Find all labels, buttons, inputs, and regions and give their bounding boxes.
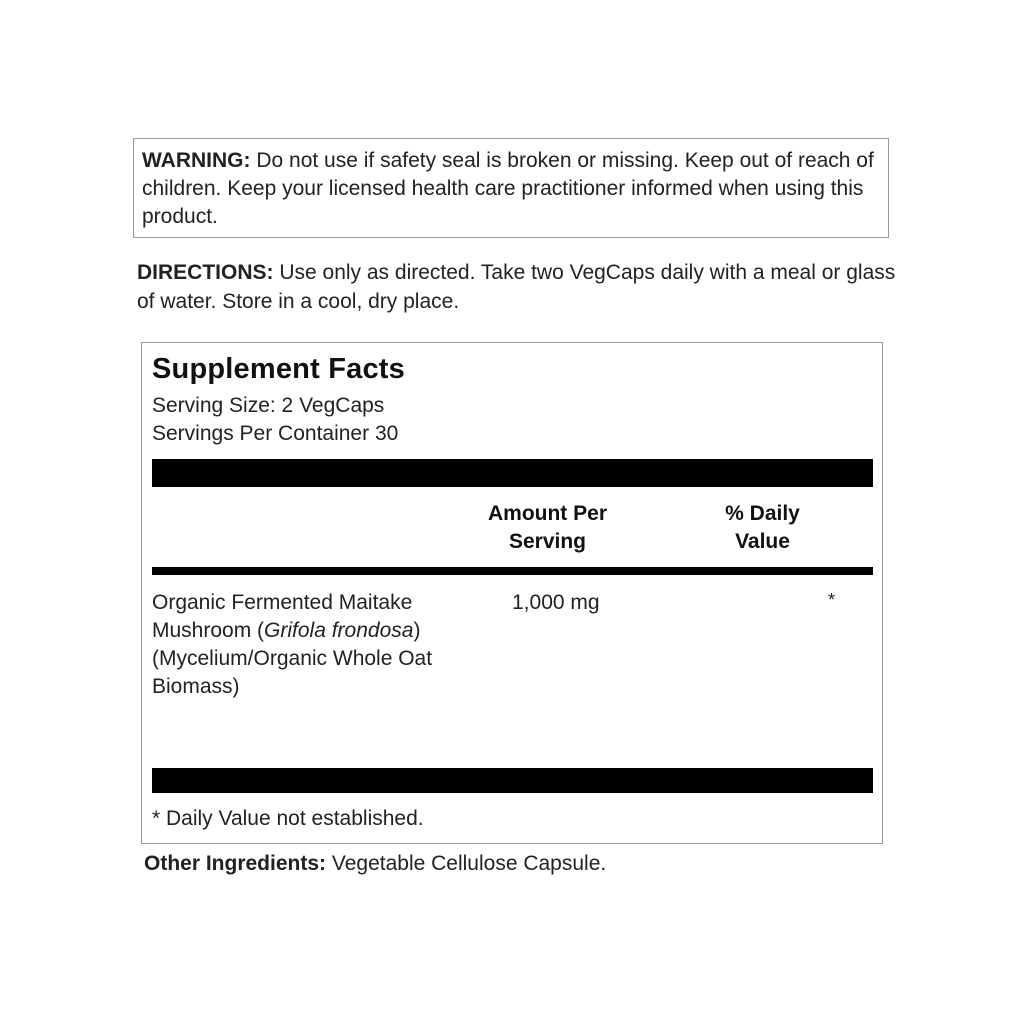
divider-bar-bottom [152, 768, 873, 793]
column-header-dv-line1: % Daily [725, 502, 800, 525]
ingredient-amount: 1,000 mg [512, 591, 600, 614]
warning-body: Do not use if safety seal is broken or missing. Keep out of reach of children. Keep your licensed health care practitioner informed when using this product. [142, 149, 874, 228]
other-ingredients-label: Other Ingredients: [144, 852, 327, 875]
column-header-amount [460, 500, 635, 556]
serving-size: Serving Size: 2 VegCaps [152, 394, 385, 417]
other-ingredients [144, 850, 606, 878]
daily-value-footnote: * Daily Value not established. [152, 807, 424, 830]
ingredient-name-part1: Organic Fermented Maitake Mushroom ( [152, 591, 413, 642]
warning-text [142, 147, 878, 231]
directions [137, 258, 897, 316]
ingredient-daily-value: * [828, 590, 836, 610]
ingredient-name-part2: ) (Mycelium/Organic Whole Oat Biomass) [152, 619, 433, 698]
warning-label: WARNING: [142, 149, 251, 172]
supplement-facts-panel [141, 342, 883, 844]
warning-box [133, 138, 889, 238]
column-header-daily-value [690, 500, 835, 556]
directions-label: DIRECTIONS: [137, 261, 274, 284]
other-ingredients-body: Vegetable Cellulose Capsule. [326, 852, 607, 875]
other-ingredients-text [144, 850, 606, 878]
directions-body: Use only as directed. Take two VegCaps daily with a meal or glass of water. Store in a cool, dry place. [137, 261, 896, 313]
directions-text [137, 258, 897, 316]
column-header-amount-line1: Amount Per [487, 502, 607, 525]
ingredient-name [152, 589, 452, 701]
supplement-facts-title: Supplement Facts [152, 353, 405, 385]
ingredient-latin-name: Grifola frondosa [264, 619, 414, 642]
servings-per-container: Servings Per Container 30 [152, 422, 399, 445]
divider-bar-middle [152, 567, 873, 575]
column-header-amount-line2: Serving [508, 530, 587, 553]
divider-bar-top [152, 459, 873, 487]
serving-info [152, 392, 398, 448]
column-header-dv-line2: Value [735, 530, 790, 553]
